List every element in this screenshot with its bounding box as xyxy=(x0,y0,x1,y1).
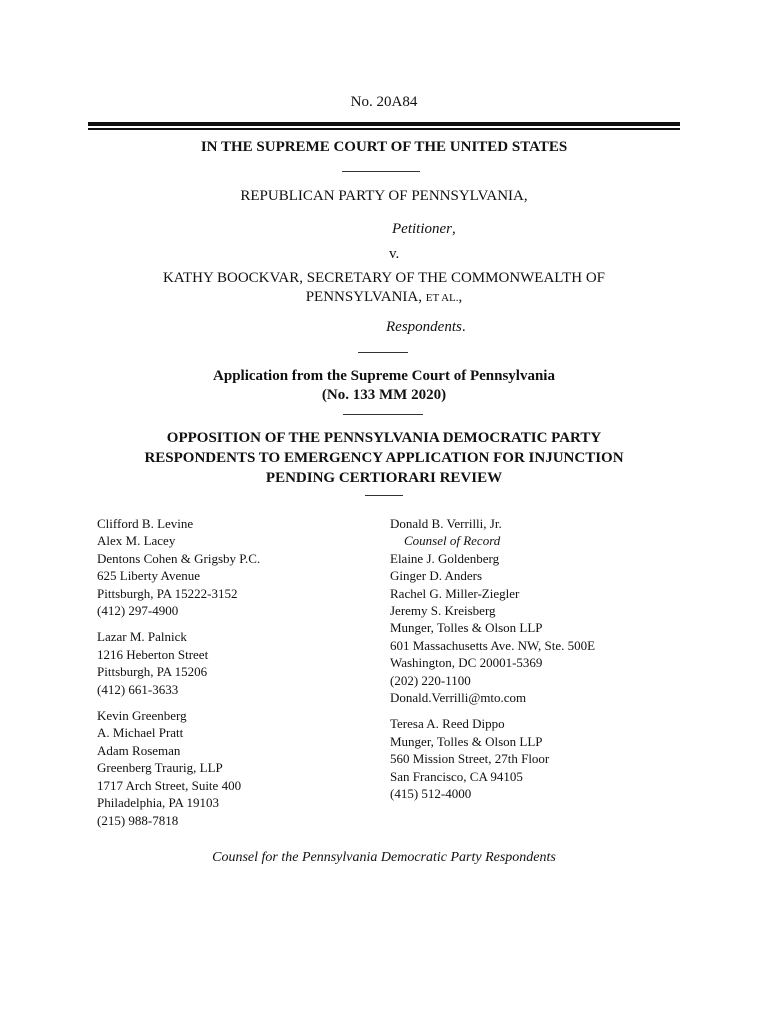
right-counsel-column xyxy=(390,515,595,803)
counsel-line: Clifford B. Levine xyxy=(97,516,194,531)
respondent-line-1: KATHY BOOCKVAR, SECRETARY OF THE COMMONWEALTH OF xyxy=(162,270,606,286)
petitioner-name: REPUBLICAN PARTY OF PENNSYLVANIA, xyxy=(240,188,528,204)
counsel-line: 601 Massachusetts Ave. NW, Ste. 500E xyxy=(390,637,596,653)
counsel-line: San Francisco, CA 94105 xyxy=(390,768,523,784)
application-line-1: Application from the Supreme Court of Pennsylvania xyxy=(213,368,555,384)
counsel-line: 625 Liberty Avenue xyxy=(97,568,201,584)
counsel-line: Adam Roseman xyxy=(97,742,181,758)
counsel-email: Donald.Verrilli@mto.com xyxy=(390,690,527,706)
left-counsel-column xyxy=(97,515,260,829)
counsel-line: Pittsburgh, PA 15222-3152 xyxy=(97,585,238,601)
petitioner-role-text: Petitioner xyxy=(392,221,452,237)
court-name: IN THE SUPREME COURT OF THE UNITED STATES xyxy=(200,139,568,155)
counsel-line: (202) 220-1100 xyxy=(390,672,471,688)
counsel-line: Pittsburgh, PA 15206 xyxy=(97,664,208,680)
counsel-line: Lazar M. Palnick xyxy=(97,629,187,645)
versus: v. xyxy=(389,246,400,262)
counsel-footer: Counsel for the Pennsylvania Democratic Party Respondents xyxy=(212,850,556,865)
counsel-line: Munger, Tolles & Olson LLP xyxy=(390,733,543,749)
counsel-line: Teresa A. Reed Dippo xyxy=(390,716,505,732)
counsel-line: Elaine J. Goldenberg xyxy=(390,550,500,566)
counsel-line: A. Michael Pratt xyxy=(97,725,184,741)
counsel-of-record-name: Donald B. Verrilli, Jr. xyxy=(390,516,502,531)
counsel-line: Rachel G. Miller-Ziegler xyxy=(390,585,520,601)
counsel-line: Munger, Tolles & Olson LLP xyxy=(390,620,543,636)
counsel-line: Washington, DC 20001-5369 xyxy=(390,655,543,671)
opposition-line-2: RESPONDENTS TO EMERGENCY APPLICATION FOR INJUNCTION xyxy=(144,450,624,466)
counsel-line: Dentons Cohen & Grigsby P.C. xyxy=(97,550,261,566)
counsel-line: 1216 Heberton Street xyxy=(97,646,209,662)
counsel-line: Ginger D. Anders xyxy=(390,568,483,584)
counsel-line: (415) 512-4000 xyxy=(390,786,472,802)
counsel-line: (215) 988-7818 xyxy=(97,812,179,828)
counsel-line: Alex M. Lacey xyxy=(97,533,176,549)
application-line-2: (No. 133 MM 2020) xyxy=(321,387,447,403)
docket-number: No. 20A84 xyxy=(350,94,418,110)
respondent-line-2: PENNSYLVANIA, ET AL., xyxy=(305,289,463,305)
opposition-title xyxy=(0,428,768,488)
header-rule-thick xyxy=(88,122,680,126)
separator-rule xyxy=(365,495,403,496)
separator-rule xyxy=(343,414,423,415)
counsel-line: (412) 297-4900 xyxy=(97,603,179,619)
separator-rule xyxy=(358,352,408,353)
opposition-line-1: OPPOSITION OF THE PENNSYLVANIA DEMOCRATIC PARTY xyxy=(166,430,602,446)
et-al: ET AL. xyxy=(425,292,459,304)
counsel-line: (412) 661-3633 xyxy=(97,681,179,697)
counsel-line: Kevin Greenberg xyxy=(97,708,187,724)
counsel-line: 1717 Arch Street, Suite 400 xyxy=(97,777,242,793)
respondent-role-text: Respondents xyxy=(386,319,462,335)
respondent-role: Respondents. xyxy=(386,319,466,335)
counsel-line: Philadelphia, PA 19103 xyxy=(97,795,219,811)
counsel-line: 560 Mission Street, 27th Floor xyxy=(390,751,550,767)
header-rule-thin xyxy=(88,128,680,130)
opposition-line-3: PENDING CERTIORARI REVIEW xyxy=(265,470,503,486)
counsel-line: Jeremy S. Kreisberg xyxy=(390,603,496,619)
counsel-of-record-label: Counsel of Record xyxy=(404,533,501,549)
counsel-line: Greenberg Traurig, LLP xyxy=(97,760,223,776)
petitioner-role: Petitioner, xyxy=(392,221,456,237)
separator-rule xyxy=(342,171,420,172)
